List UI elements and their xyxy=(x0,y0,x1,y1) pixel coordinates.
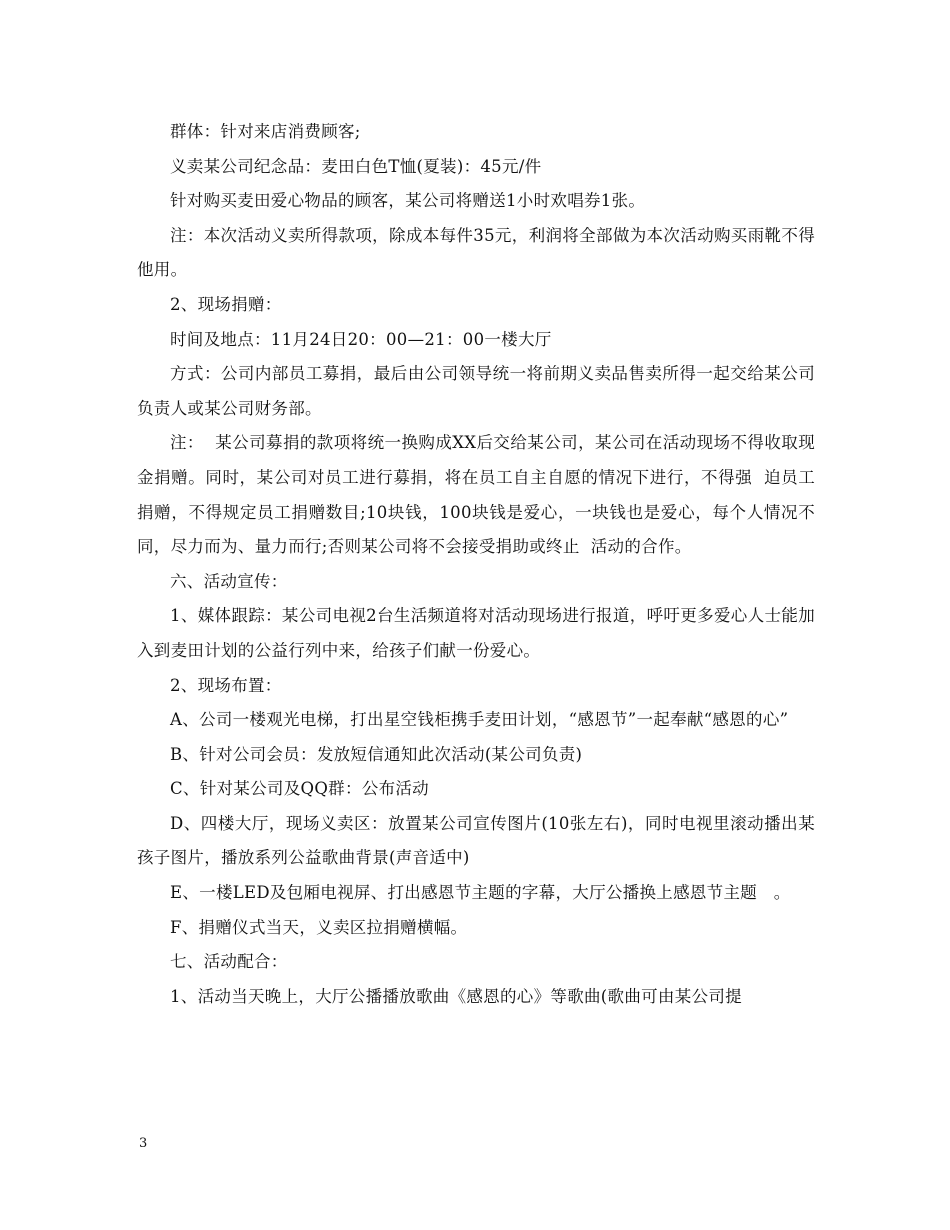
paragraph-audience: 群体：针对来店消费顾客; xyxy=(170,122,361,141)
paragraph-item-d: D、四楼大厅，现场义卖区：放置某公司宣传图片(10张左右)，同时电视里滚动播出某孩子图片，播放系列公益歌曲背景(声音适中) xyxy=(137,813,815,868)
paragraph-method: 方式：公司内部员工募捐，最后由公司领导统一将前期义卖品售卖所得一起交给某公司负责人或某公司财务部。 xyxy=(137,364,815,418)
paragraph-venue-setup-heading: 2、现场布置： xyxy=(170,675,282,695)
document-body xyxy=(137,115,815,1014)
paragraph-onsite-donation-heading: 2、现场捐赠： xyxy=(170,294,282,314)
paragraph-evening-music: 1、活动当天晚上，大厅公播播放歌曲《感恩的心》等歌曲(歌曲可由某公司提 xyxy=(170,986,742,1006)
section-heading-publicity: 六、活动宣传： xyxy=(170,571,288,591)
paragraph-item-c: C、针对某公司及QQ群：公布活动 xyxy=(170,779,429,799)
paragraph-charity-sale-item: 义卖某公司纪念品：麦田白色T恤(夏装)：45元/件 xyxy=(170,156,542,176)
paragraph-item-f: F、捐赠仪式当天，义卖区拉捐赠横幅。 xyxy=(170,917,468,937)
page-number: 3 xyxy=(139,1136,148,1151)
paragraph-note-donation: 注： 某公司募捐的款项将统一换购成XX后交给某公司，某公司在活动现场不得收取现金捐赠。同时，某公司对员工进行募捐，将在员工自主自愿的情况下进行，不得强 迫员工捐赠，不得规定员工捐赠数目;10块钱，100块钱是爱心，一块钱也是爱心，每个人情况不同，尽力而为、量力而行;否则某公司将不会接受捐助或终止 活动的合作。 xyxy=(137,433,815,557)
paragraph-item-e: E、一楼LED及包厢电视屏、打出感恩节主题的字幕，大厅公播换上感恩节主题 。 xyxy=(170,883,791,903)
paragraph-item-b: B、针对公司会员：发放短信通知此次活动(某公司负责) xyxy=(170,744,583,764)
section-heading-cooperation: 七、活动配合： xyxy=(170,952,288,972)
paragraph-note-proceeds: 注：本次活动义卖所得款项，除成本每件35元，利润将全部做为本次活动购买雨靴不得他用。 xyxy=(137,225,815,280)
paragraph-time-location: 时间及地点：11月24日20：00—21：00一楼大厅 xyxy=(170,329,552,349)
paragraph-gift-voucher: 针对购买麦田爱心物品的顾客，某公司将赠送1小时欢唱券1张。 xyxy=(170,191,646,211)
paragraph-media-tracking: 1、媒体跟踪：某公司电视2台生活频道将对活动现场进行报道，呼吁更多爱心人士能加入到麦田计划的公益行列中来，给孩子们献一份爱心。 xyxy=(137,606,815,660)
paragraph-item-a: A、公司一楼观光电梯，打出星空钱柜携手麦田计划，“感恩节”一起奉献“感恩的心” xyxy=(170,710,789,730)
